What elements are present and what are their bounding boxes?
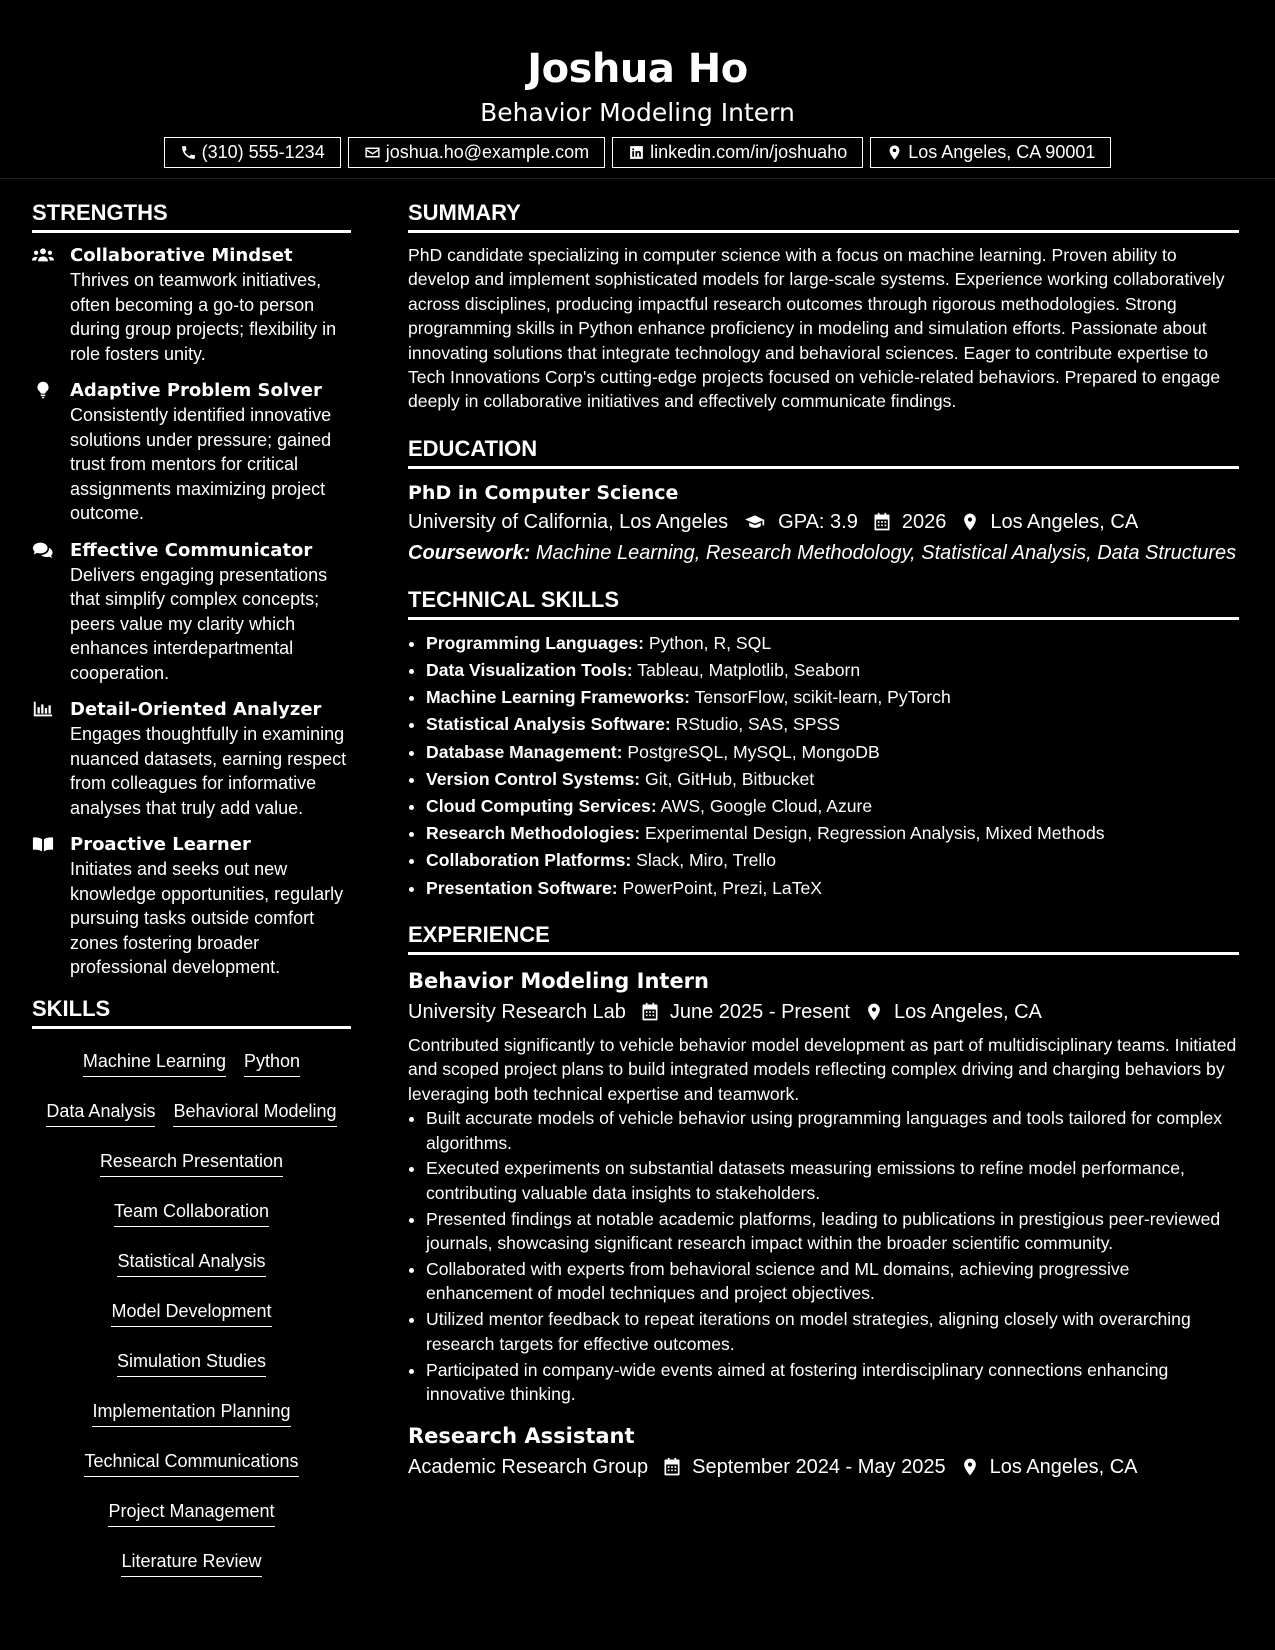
tech-skill-value: Python, R, SQL xyxy=(648,632,772,653)
lightbulb-icon xyxy=(32,381,54,399)
strength-desc: Thrives on teamwork initiatives, often becoming a go-to person during group projects; flexibility in role fosters unity. xyxy=(70,270,337,364)
technical-skills-heading: TECHNICAL SKILLS xyxy=(408,585,1239,620)
list-item: • Utilized mentor feedback to repeat iterations on model strategies, aligning closely with overarching research targets for effective outcomes. xyxy=(426,1307,1239,1356)
tech-skill-value: AWS, Google Cloud, Azure xyxy=(660,796,873,817)
tech-skill-value: TensorFlow, scikit-learn, PyTorch xyxy=(694,687,951,708)
strength-name: Proactive Learner xyxy=(70,834,251,855)
calendar-icon xyxy=(640,1002,660,1022)
education-degree: PhD in Computer Science xyxy=(408,481,679,504)
coursework-list: Machine Learning, Research Methodology, Statistical Analysis, Data Structures xyxy=(535,541,1237,564)
strength-desc: Delivers engaging presentations that simplify complex concepts; peers value my clarity which enhances interdepartmental cooperation. xyxy=(70,564,328,683)
strength-desc: Initiates and seeks out new knowledge opportunities, regularly pursuing tasks outside comfort zones fostering broader professional development. xyxy=(70,859,344,977)
job-bullets xyxy=(408,1106,1239,1406)
list-item xyxy=(426,630,1239,657)
tech-skill-label: Database Management: xyxy=(426,741,623,762)
location-pin-icon xyxy=(960,512,980,532)
job-dates: June 2025 - Present xyxy=(669,1000,850,1023)
list-item: • Built accurate models of vehicle behavior using programming languages and tools tailored for complex algorithms. xyxy=(426,1106,1239,1155)
strength-name: Adaptive Problem Solver xyxy=(70,380,322,401)
strengths-heading: STRENGTHS xyxy=(32,198,351,233)
list-item xyxy=(426,766,1239,793)
education-location: Los Angeles, CA xyxy=(990,510,1139,533)
job-org: University Research Lab xyxy=(408,1000,626,1023)
experience-heading: EXPERIENCE xyxy=(408,920,1239,955)
tech-skill-label: Version Control Systems: xyxy=(426,768,641,789)
education-gpa: GPA: 3.9 xyxy=(778,510,858,533)
education-year: 2026 xyxy=(901,510,947,533)
job-meta xyxy=(408,997,1239,1027)
job-location: Los Angeles, CA xyxy=(989,1456,1138,1479)
education-meta xyxy=(408,507,1239,537)
location-pin-icon xyxy=(886,144,903,161)
tech-skill-label: Programming Languages: xyxy=(426,632,644,653)
skill-chip: Behavioral Modeling xyxy=(173,1099,336,1127)
tech-skill-value: PostgreSQL, MySQL, MongoDB xyxy=(627,741,880,762)
skill-chip: Data Analysis xyxy=(46,1099,155,1127)
strength-item xyxy=(32,243,351,366)
contact-bar xyxy=(0,137,1275,168)
tech-skill-label: Research Methodologies: xyxy=(426,823,641,844)
education-heading: EDUCATION xyxy=(408,434,1239,469)
coursework-label: Coursework: xyxy=(408,541,531,564)
bar-chart-icon xyxy=(32,700,54,718)
contact-location[interactable] xyxy=(870,137,1111,168)
list-item xyxy=(426,847,1239,874)
summary-heading: SUMMARY xyxy=(408,198,1239,233)
skill-chip: Technical Communications xyxy=(84,1449,298,1477)
job-entry xyxy=(408,965,1239,1407)
skill-chip: Team Collaboration xyxy=(114,1199,269,1227)
tech-skill-label: Presentation Software: xyxy=(426,877,618,898)
strength-name: Collaborative Mindset xyxy=(70,245,293,266)
list-item xyxy=(426,875,1239,902)
strength-item xyxy=(32,538,351,686)
strength-desc: Consistently identified innovative solutions under pressure; gained trust from mentors for critical assignments maximizing project outcome. xyxy=(70,405,332,523)
job-entry xyxy=(408,1420,1239,1482)
skills-list xyxy=(32,1039,351,1589)
skill-chip: Python xyxy=(244,1049,300,1077)
list-item xyxy=(426,739,1239,766)
job-title: Research Assistant xyxy=(408,1424,635,1449)
list-item xyxy=(426,657,1239,684)
skill-chip: Model Development xyxy=(111,1299,271,1327)
job-meta xyxy=(408,1452,1239,1482)
skill-chip: Machine Learning xyxy=(83,1049,226,1077)
tech-skill-label: Data Visualization Tools: xyxy=(426,660,633,681)
candidate-name: Joshua Ho xyxy=(527,46,748,92)
calendar-icon xyxy=(872,512,892,532)
comments-icon xyxy=(32,541,54,559)
list-item xyxy=(426,711,1239,738)
tech-skill-value: Slack, Miro, Trello xyxy=(636,850,776,871)
tech-skill-value: RStudio, SAS, SPSS xyxy=(675,714,840,735)
left-column xyxy=(32,198,351,1589)
list-item xyxy=(426,684,1239,711)
phone-icon xyxy=(180,144,197,161)
skill-chip: Implementation Planning xyxy=(92,1399,290,1427)
skill-chip: Literature Review xyxy=(121,1549,261,1577)
list-item: • Executed experiments on substantial datasets measuring emissions to refine model performance, contributing valuable data insights to stakeholders. xyxy=(426,1156,1239,1205)
job-dates: September 2024 - May 2025 xyxy=(692,1456,946,1479)
tech-skill-value: Tableau, Matplotlib, Seaborn xyxy=(637,660,861,681)
users-icon xyxy=(32,246,54,264)
location-pin-icon xyxy=(864,1002,884,1022)
job-org: Academic Research Group xyxy=(408,1456,649,1479)
resume-header xyxy=(0,0,1275,179)
summary-text: PhD candidate specializing in computer science with a focus on machine learning. Proven ability to develop and implement sophisticated models for large-scale systems. Experience working collaboratively across disciplines, producing impactful research outcomes through rigorous methodologies. Strong programming skills in Python enhance proficiency in modeling and simulation efforts. Passionate about innovating solutions that integrate technology and behavioral sciences. Eager to contribute expertise to Tech Innovations Corp's cutting-edge projects focused on vehicle-related behaviors. Prepared to engage deeply in collaborative initiatives and effectively communicate findings. xyxy=(408,245,1225,412)
list-item xyxy=(426,820,1239,847)
envelope-icon xyxy=(364,144,381,161)
job-description: Contributed significantly to vehicle behavior model development as part of multidisciplinary teams. Initiated and scoped project plans to build integrated models reflecting complex driving and charging behaviors by leveraging both technical expertise and teamwork. xyxy=(408,1034,1237,1104)
education-school: University of California, Los Angeles xyxy=(408,510,729,533)
technical-skills-list xyxy=(408,630,1239,902)
linkedin-icon xyxy=(628,144,645,161)
strength-item xyxy=(32,697,351,820)
contact-email[interactable] xyxy=(348,137,605,168)
contact-phone-text: (310) 555-1234 xyxy=(201,142,325,162)
list-item: • Participated in company-wide events aimed at fostering interdisciplinary connections enhancing innovative thinking. xyxy=(426,1358,1239,1407)
strength-desc: Engages thoughtfully in examining nuanced datasets, earning respect from colleagues for informative analyses that truly add value. xyxy=(70,724,347,818)
strength-name: Detail-Oriented Analyzer xyxy=(70,699,322,720)
contact-email-text: joshua.ho@example.com xyxy=(385,142,590,162)
list-item: • Presented findings at notable academic platforms, leading to publications in prestigious peer-reviewed journals, showcasing significant research impact within the broader scientific community. xyxy=(426,1207,1239,1256)
tech-skill-label: Collaboration Platforms: xyxy=(426,850,632,871)
list-item: • Collaborated with experts from behavioral science and ML domains, achieving progressive enhancement of model techniques and project objectives. xyxy=(426,1257,1239,1306)
skill-chip: Statistical Analysis xyxy=(117,1249,265,1277)
tech-skill-value: PowerPoint, Prezi, LaTeX xyxy=(622,877,823,898)
job-location: Los Angeles, CA xyxy=(894,1000,1042,1023)
strength-item xyxy=(32,832,351,980)
strength-name: Effective Communicator xyxy=(70,539,313,561)
skill-chip: Project Management xyxy=(108,1499,274,1527)
strength-item xyxy=(32,378,351,526)
contact-phone[interactable] xyxy=(164,137,341,168)
contact-linkedin[interactable] xyxy=(612,137,863,168)
graduation-cap-icon xyxy=(742,512,768,532)
skills-heading: SKILLS xyxy=(32,994,351,1029)
contact-location-text: Los Angeles, CA 90001 xyxy=(908,142,1096,162)
tech-skill-label: Machine Learning Frameworks: xyxy=(426,687,690,708)
location-pin-icon xyxy=(960,1457,980,1477)
tech-skill-label: Cloud Computing Services: xyxy=(426,796,657,817)
book-open-icon xyxy=(32,835,54,853)
candidate-title: Behavior Modeling Intern xyxy=(480,98,795,127)
tech-skill-label: Statistical Analysis Software: xyxy=(426,714,671,735)
list-item xyxy=(426,793,1239,820)
skill-chip: Simulation Studies xyxy=(117,1349,266,1377)
education-coursework xyxy=(408,537,1239,569)
contact-linkedin-text: linkedin.com/in/joshuaho xyxy=(650,142,848,162)
tech-skill-value: Experimental Design, Regression Analysis, Mixed Methods xyxy=(645,823,1105,844)
tech-skill-value: Git, GitHub, Bitbucket xyxy=(645,768,815,789)
skills-section xyxy=(32,994,351,1589)
calendar-icon xyxy=(662,1457,682,1477)
right-column xyxy=(408,198,1239,1482)
job-title: Behavior Modeling Intern xyxy=(408,968,709,993)
skill-chip: Research Presentation xyxy=(100,1149,283,1177)
